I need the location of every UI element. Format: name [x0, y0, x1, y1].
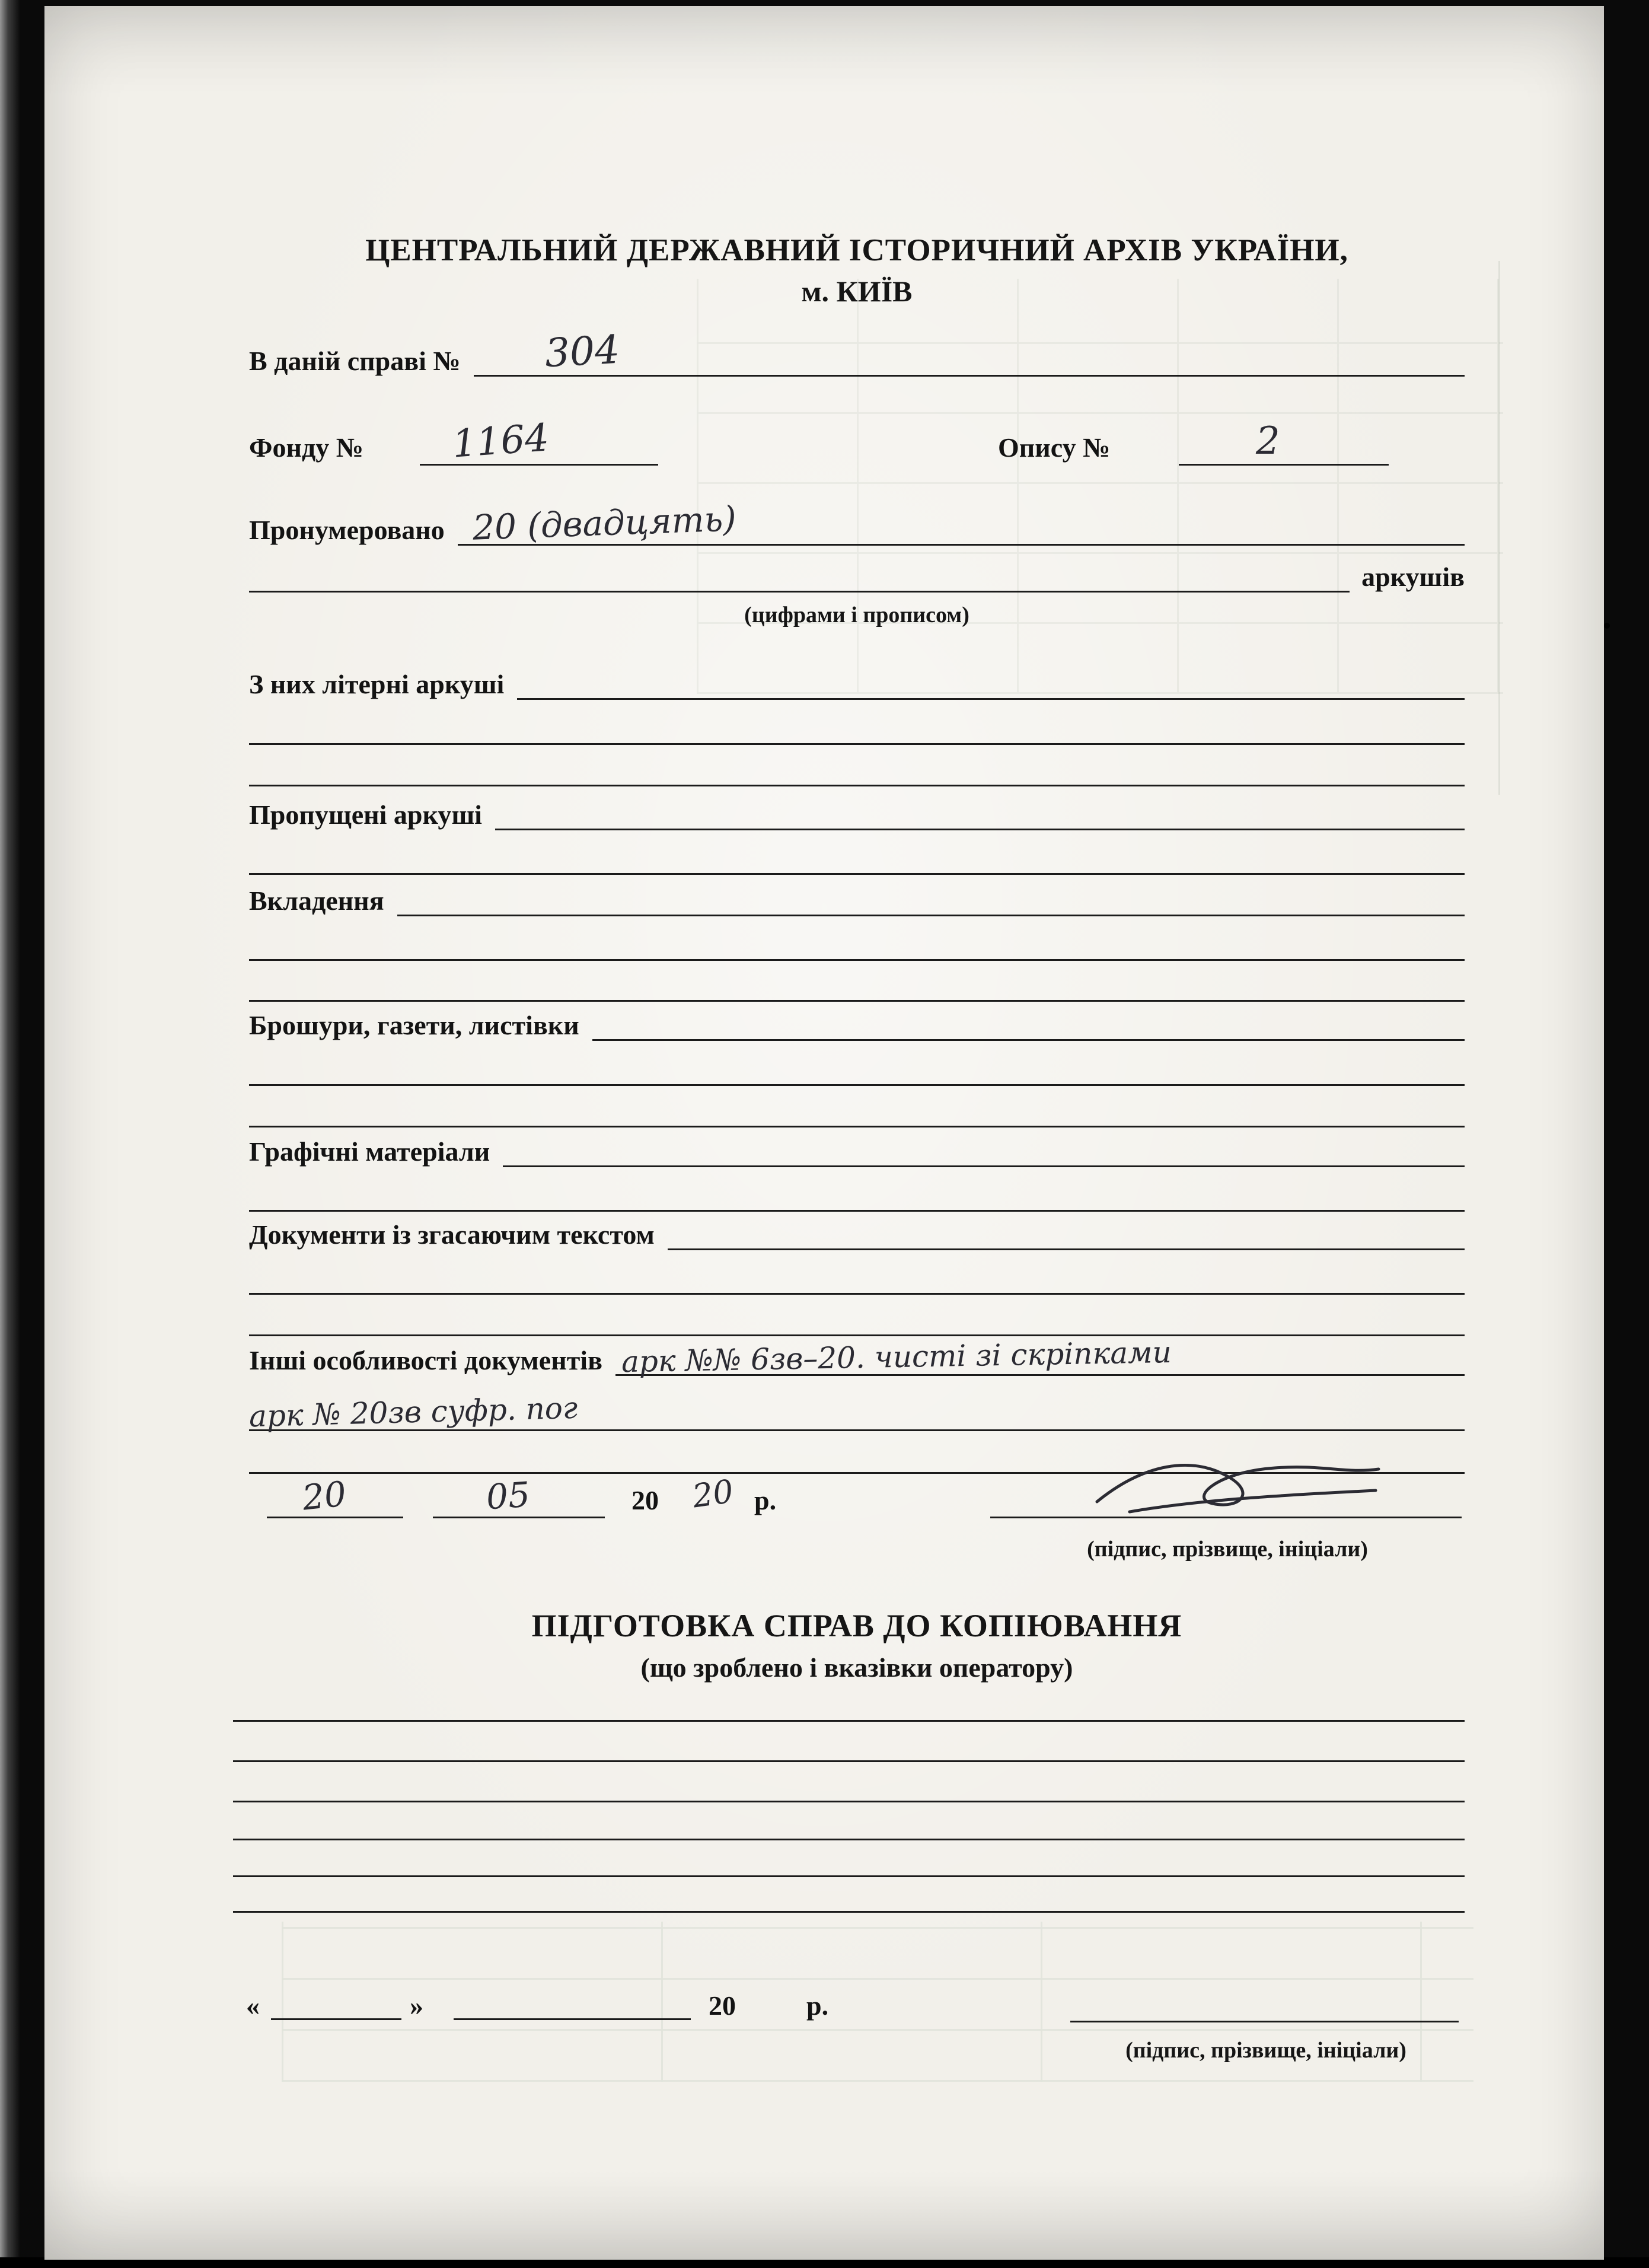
footer-date-row	[234, 1981, 1465, 2022]
blank-line	[233, 1875, 1465, 1877]
blank-line	[233, 1839, 1465, 1840]
field-opys-line	[1179, 419, 1389, 466]
field-fond-value: 1164	[451, 416, 551, 467]
date-day-value: 20	[300, 1473, 349, 1518]
section-title: ПІДГОТОВКА СПРАВ ДО КОПІЮВАННЯ	[531, 1608, 1182, 1643]
field-brochures-line	[592, 1004, 1465, 1041]
field-case-value: 304	[543, 326, 621, 377]
field-numbered-line2	[249, 555, 1350, 593]
field-numbered-row	[249, 498, 1465, 548]
blank-line	[249, 873, 1465, 875]
blank-line	[249, 1084, 1465, 1086]
field-numbered-row2	[249, 556, 1465, 593]
field-other-line	[615, 1334, 1465, 1380]
scan-speck	[1604, 623, 1610, 629]
field-brochures-label: Брошури, газети, листівки	[249, 1010, 579, 1041]
blank-line	[233, 1720, 1465, 1722]
field-case-line	[474, 326, 1465, 377]
date-day-line	[267, 1473, 403, 1518]
field-brochures-row	[249, 1001, 1465, 1041]
field-graphic-line	[503, 1130, 1465, 1167]
field-other-value-line2: арк № 20зв суфр. пог	[248, 1390, 578, 1434]
field-numbered-hint: (цифрами і прописом)	[744, 603, 969, 627]
field-letter-line	[517, 662, 1465, 700]
field-other-label: Інші особливості документів	[249, 1345, 602, 1376]
footer-year-suffix: р.	[806, 1990, 829, 2021]
section-subtitle: (що зроблено і вказівки оператору)	[640, 1652, 1073, 1683]
date-year-written: 20	[690, 1472, 736, 1515]
field-numbered-value: 20 (двадцять)	[471, 498, 737, 548]
footer-quote-open: «	[246, 1990, 260, 2021]
footer-year-prefix: 20	[709, 1990, 736, 2021]
field-letter-label: З них літерні аркуші	[249, 669, 505, 700]
page-title: ЦЕНТРАЛЬНИЙ ДЕРЖАВНИЙ ІСТОРИЧНИЙ АРХІВ УКРАЇНИ,	[365, 233, 1348, 267]
field-case-label: В даній справі №	[249, 346, 461, 377]
field-other-row	[249, 1334, 1465, 1380]
blank-line	[233, 1760, 1465, 1762]
field-fond-label: Фонду №	[249, 432, 364, 463]
bleed-through-vertical-line	[1498, 261, 1500, 795]
field-numbered-label: Пронумеровано	[249, 515, 445, 546]
blank-line	[233, 1801, 1465, 1802]
field-numbered-line	[458, 498, 1465, 548]
blank-line	[233, 1911, 1465, 1913]
field-case-row	[249, 326, 1465, 377]
date-year-suffix: р.	[754, 1485, 777, 1516]
field-letter-row	[249, 660, 1465, 700]
date-month-line	[433, 1474, 605, 1518]
blank-line	[249, 743, 1465, 745]
page-subtitle: м. КИЇВ	[801, 275, 913, 308]
field-fond-opys-row	[249, 416, 1465, 467]
signature-line	[990, 1480, 1462, 1518]
field-inserts-label: Вкладення	[249, 885, 384, 916]
field-missed-label: Пропущені аркуші	[249, 799, 482, 830]
signature-mark	[1079, 1445, 1388, 1522]
date-signature-row	[249, 1472, 1465, 1518]
field-opys-value: 2	[1256, 419, 1280, 463]
date-year-prefix: 20	[631, 1485, 659, 1516]
field-other-row2	[248, 1390, 1465, 1434]
field-fading-line	[668, 1213, 1465, 1250]
field-fading-label: Документи із згасаючим текстом	[249, 1219, 655, 1250]
date-month-value: 05	[484, 1474, 532, 1518]
field-inserts-row	[249, 876, 1465, 916]
footer-quote-close: »	[410, 1990, 423, 2021]
scan-edge-left	[0, 0, 20, 2268]
field-inserts-line	[397, 879, 1465, 916]
field-fond-line	[420, 416, 658, 467]
field-other-value-line1: арк №№ 6зв–20. чисті зі скріпками	[621, 1334, 1172, 1380]
field-graphic-label: Графічні матеріали	[249, 1136, 490, 1167]
footer-month-line	[454, 1985, 691, 2020]
footer-signature-line	[1070, 1987, 1459, 2022]
field-numbered-suffix: аркушів	[1361, 562, 1465, 593]
field-fading-row	[249, 1210, 1465, 1250]
field-graphic-row	[249, 1127, 1465, 1167]
footer-signature-caption: (підпис, прізвище, ініціали)	[1125, 2038, 1406, 2063]
footer-day-line	[271, 1985, 401, 2020]
blank-line	[249, 1293, 1465, 1295]
blank-line	[249, 959, 1465, 961]
field-missed-line	[495, 793, 1465, 830]
blank-line	[249, 785, 1465, 786]
document-page	[44, 6, 1604, 2260]
signature-caption: (підпис, прізвище, ініціали)	[1087, 1537, 1368, 1562]
field-opys-label: Опису №	[998, 432, 1111, 463]
field-missed-row	[249, 790, 1465, 830]
